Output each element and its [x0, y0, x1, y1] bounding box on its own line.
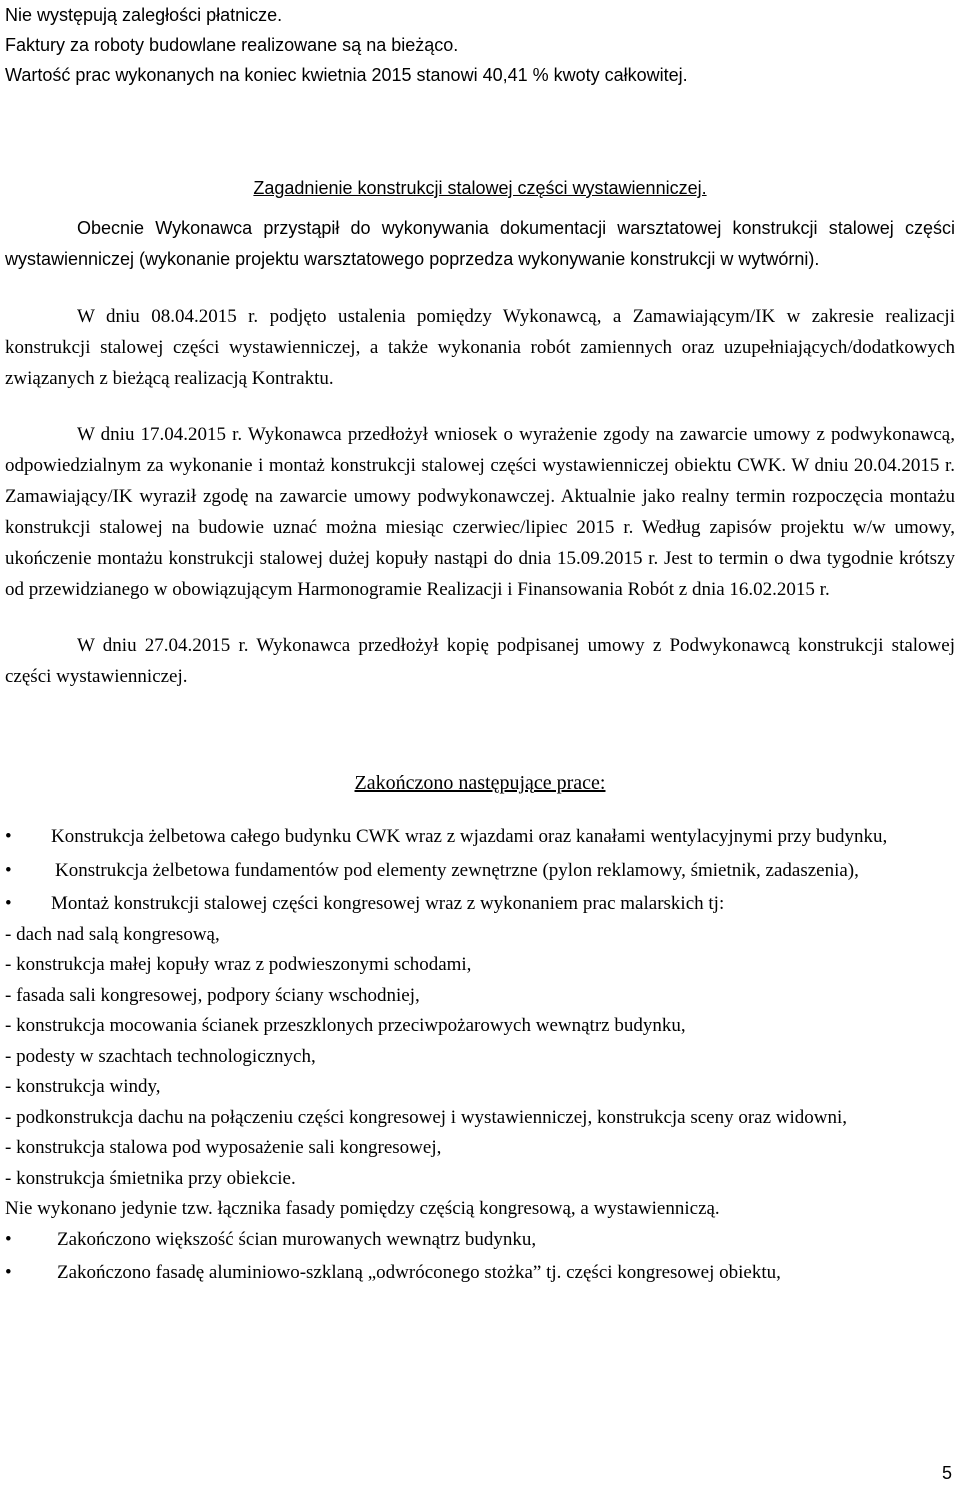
paragraph: W dniu 08.04.2015 r. podjęto ustalenia pomiędzy Wykonawcą, a Zamawiającym/IK w zakresie realizacji konstrukcji stalowej części wystawienniczej, a także wykonania robót zamiennych oraz uzupełniających/dodatkowych związanych z bieżącą realizacją Kontraktu. [5, 306, 955, 389]
list-item-text: Konstrukcja żelbetowa całego budynku CWK wraz z wjazdami oraz kanałami wentylacyjnymi przy budynku, [51, 826, 888, 847]
dash-item: - podesty w szachtach technologicznych, [5, 1045, 316, 1067]
list-item [5, 1258, 955, 1289]
list-item-text: Konstrukcja żelbetowa fundamentów pod elementy zewnętrzne (pylon reklamowy, śmietnik, zadaszenia), [55, 859, 859, 881]
list-item-text: Zakończono większość ścian murowanych wewnątrz budynku, [57, 1228, 537, 1250]
paragraph: W dniu 27.04.2015 r. Wykonawca przedłożył kopię podpisanej umowy z Podwykonawcą konstrukcji stalowej części wystawienniczej. [5, 635, 955, 687]
dash-item: - dach nad salą kongresową, [5, 923, 220, 945]
dash-item: - podkonstrukcja dachu na połączeniu części kongresowej i wystawienniczej, konstrukcja sceny oraz widowni, [5, 1106, 848, 1128]
list-item [5, 822, 955, 853]
section-heading-completed: Zakończono następujące prace: [354, 772, 606, 794]
section-heading-steel: Zagadnienie konstrukcji stalowej części wystawienniczej. [253, 178, 707, 198]
bullet-icon: • [5, 1228, 12, 1250]
dash-list [5, 920, 955, 1195]
intro-block [5, 0, 955, 90]
bullet-icon: • [5, 893, 12, 914]
list-item [5, 1225, 955, 1256]
bullet-list-a [5, 822, 955, 920]
bullet-icon: • [5, 1262, 12, 1283]
bullet-list-b [5, 1225, 955, 1289]
intro-line: Faktury za roboty budowlane realizowane są na bieżąco. [5, 35, 459, 55]
list-item [5, 856, 955, 887]
bullet-icon: • [5, 859, 12, 881]
intro-line: Nie występują zaległości płatnicze. [5, 5, 283, 25]
paragraph: Obecnie Wykonawca przystąpił do wykonywania dokumentacji warsztatowej konstrukcji stalowej części wystawienniczej (wykonanie projektu warsztatowego poprzedza wykonywanie konstrukcji w wytwórni). [5, 218, 955, 269]
page-number: 5 [941, 1463, 952, 1483]
list-item-text: Montaż konstrukcji stalowej części kongresowej wraz z wykonaniem prac malarskich tj: [51, 893, 725, 914]
note-text: Nie wykonano jedynie tzw. łącznika fasady pomiędzy częścią kongresową, a wystawienniczą. [5, 1198, 720, 1219]
dash-item: - konstrukcja stalowa pod wyposażenie sali kongresowej, [5, 1137, 442, 1158]
dash-item: - konstrukcja mocowania ścianek przeszklonych przeciwpożarowych wewnątrz budynku, [5, 1015, 686, 1036]
document-page [5, 0, 955, 1289]
dash-item: - konstrukcja windy, [5, 1076, 161, 1097]
dash-item: - fasada sali kongresowej, podpory ściany wschodniej, [5, 984, 420, 1006]
dash-item: - konstrukcja małej kopuły wraz z podwieszonymi schodami, [5, 954, 472, 975]
intro-line: Wartość prac wykonanych na koniec kwietnia 2015 stanowi 40,41 % kwoty całkowitej. [5, 65, 688, 85]
list-item-text: Zakończono fasadę aluminiowo-szklaną „odwróconego stożka” tj. części kongresowej obiektu, [57, 1262, 781, 1283]
list-item [5, 889, 955, 920]
bullet-icon: • [5, 826, 12, 847]
paragraph: W dniu 17.04.2015 r. Wykonawca przedłożył wniosek o wyrażenie zgody na zawarcie umowy z podwykonawcą, odpowiedzialnym za wykonanie i montaż konstrukcji stalowej części wystawienniczej obiektu CWK. W dniu 20.04.2015 r. Zamawiający/IK wyraził zgodę na zawarcie umowy podwykonawczej. Aktualnie jako realny termin rozpoczęcia montażu konstrukcji stalowej na budowie uznać można miesiąc czerwiec/lipiec 2015 r. Według zapisów projektu w/w umowy, ukończenie montażu konstrukcji stalowej dużej kopuły nastąpi do dnia 15.09.2015 r. Jest to termin o dwa tygodnie krótszy od przewidzianego w obowiązującym Harmonogramie Realizacji i Finansowania Robót z dnia 16.02.2015 r. [5, 424, 955, 600]
dash-item: - konstrukcja śmietnika przy obiekcie. [5, 1167, 296, 1189]
